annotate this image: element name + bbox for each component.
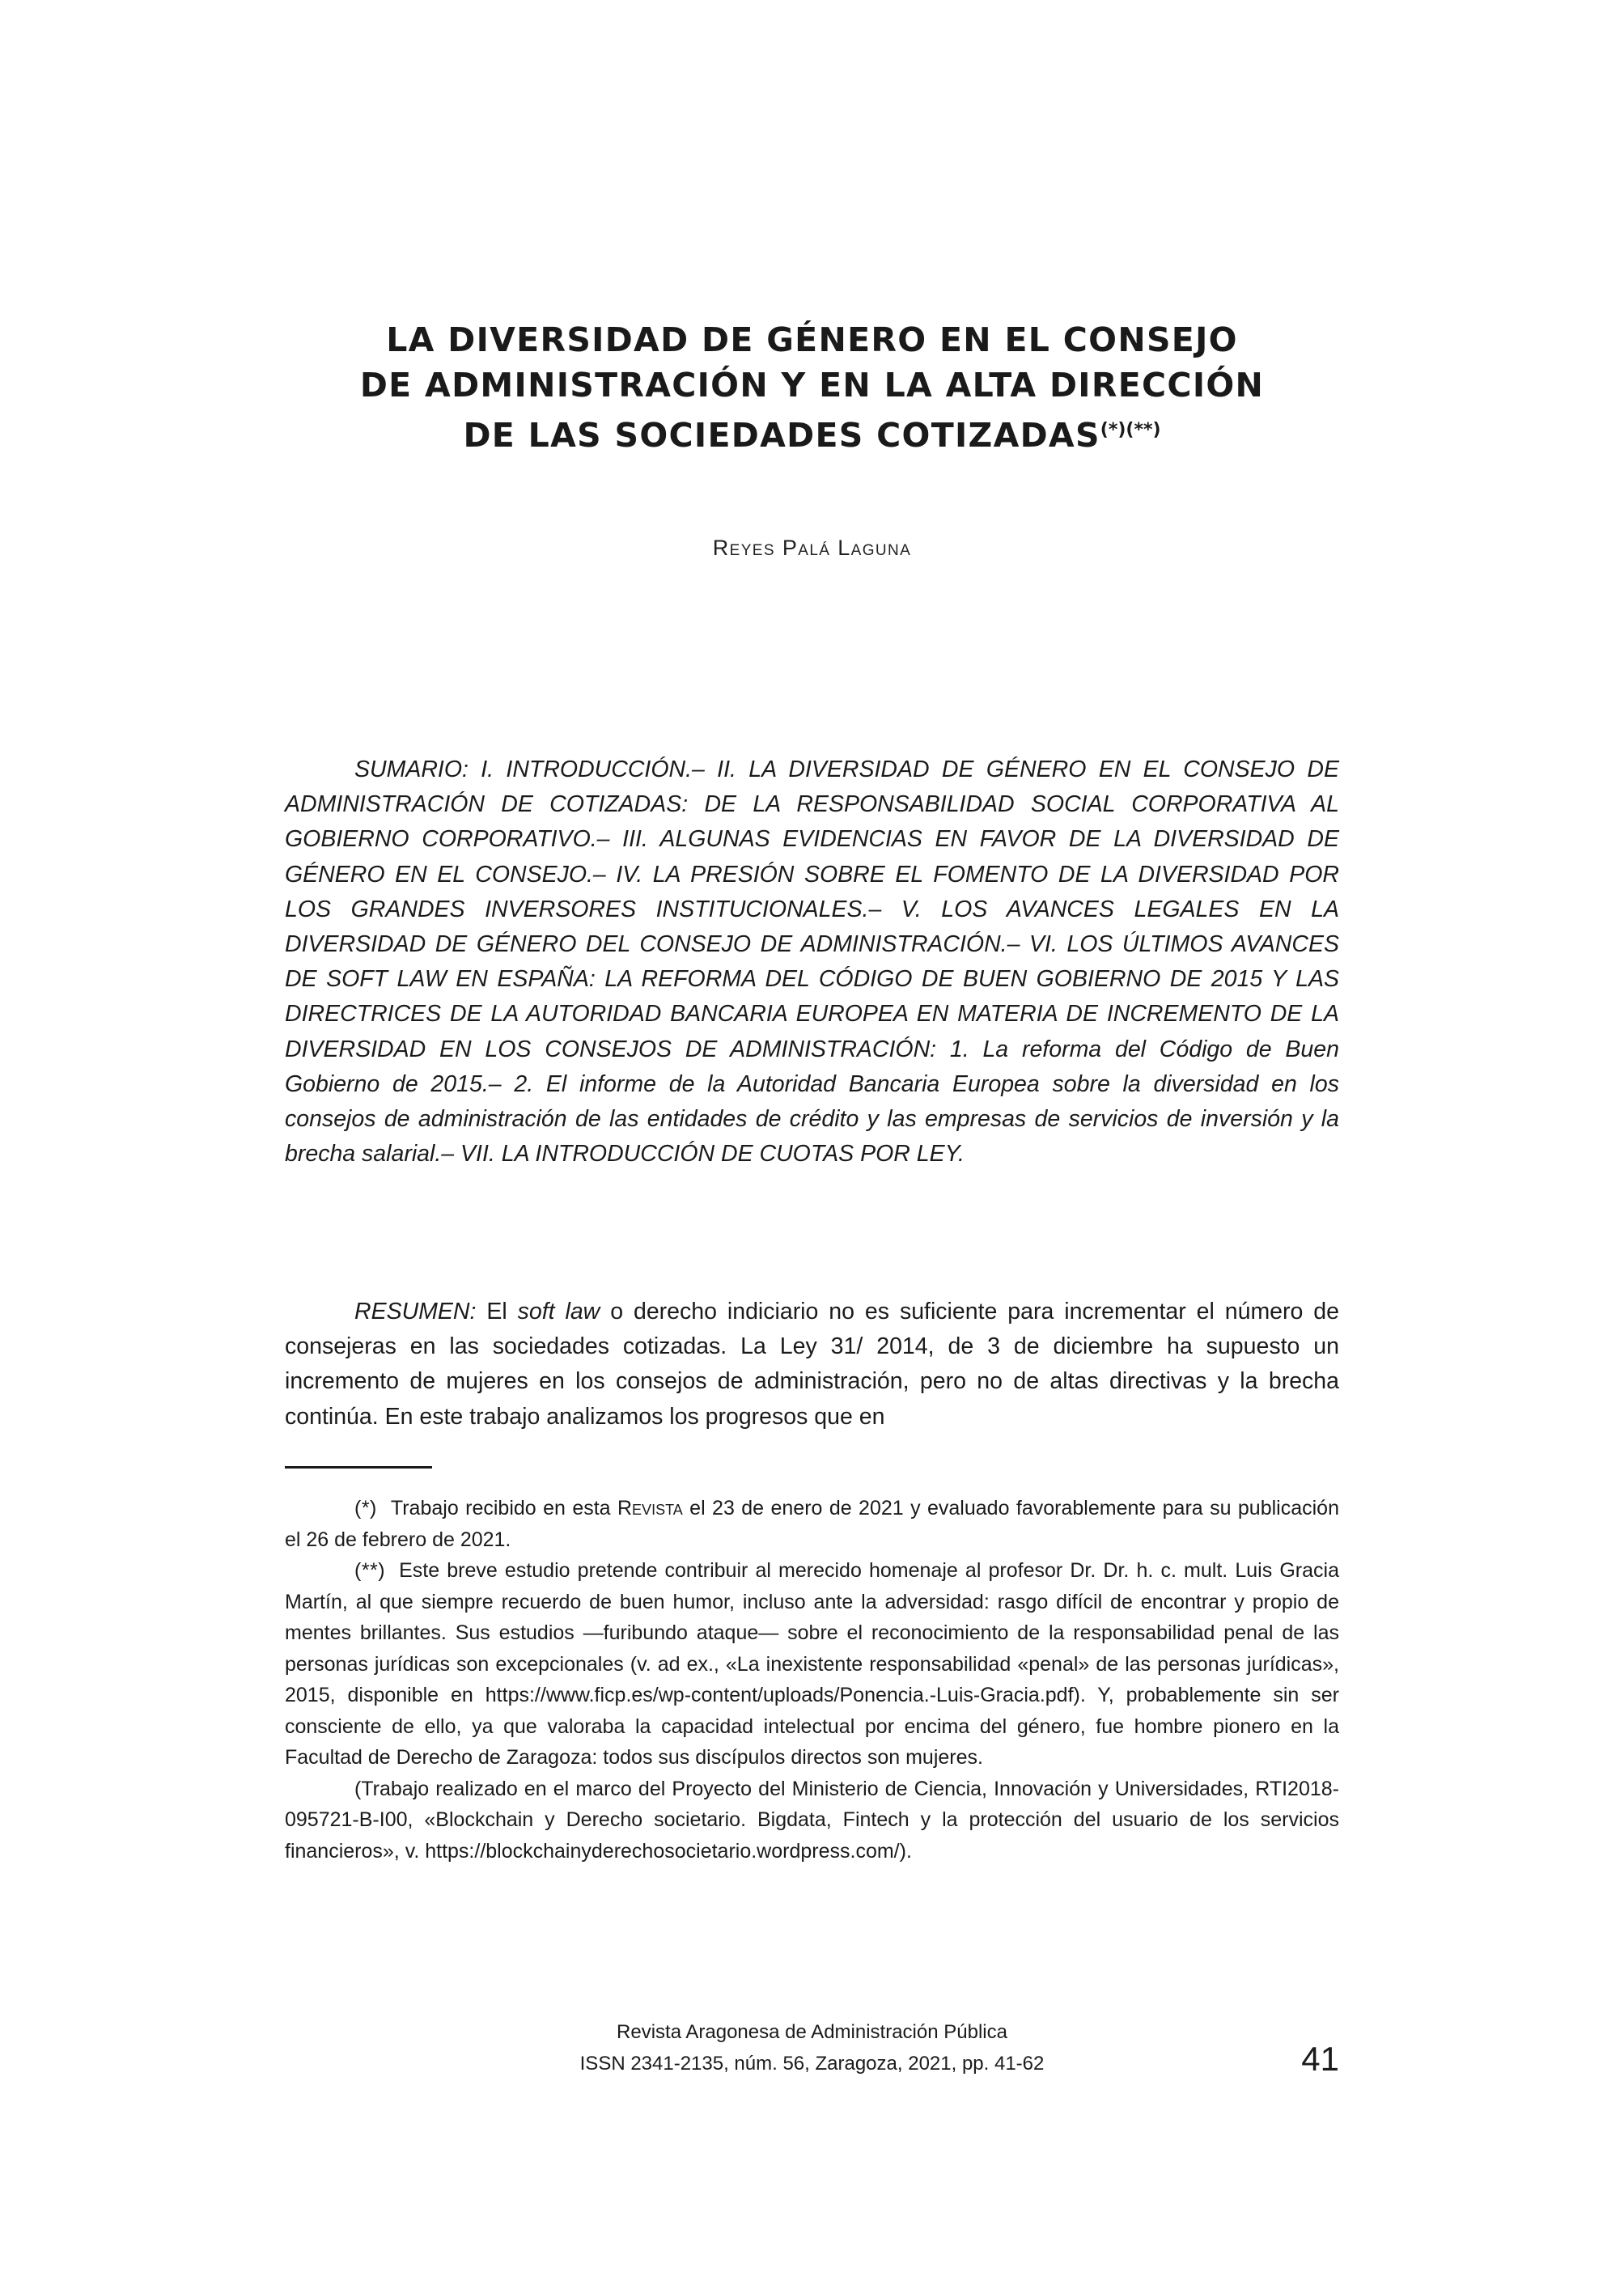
- resumen-italic-term: soft law: [517, 1299, 600, 1325]
- resumen-label: RESUMEN:: [354, 1299, 477, 1325]
- footnote-mark-2: (**): [354, 1559, 386, 1582]
- title-line-3-text: DE LAS SOCIEDADES COTIZADAS: [463, 416, 1100, 455]
- resumen-text-2: o derecho indiciario no es suficiente para incrementar el número de consejeras en las sociedades cotizadas. La Ley 31/ 2014, de 3 de diciembre ha supuesto un incremento de mujeres en los consejos de administración, pero no de altas directivas y la brecha continúa. En este trabajo analizamos los progresos que en: [285, 1299, 1340, 1430]
- page-footer: [285, 2016, 1339, 2105]
- title-footnote-marks: (*)(**): [1100, 420, 1161, 440]
- footnote-2-text: Este breve estudio pretende contribuir al merecido homenaje al profesor Dr. Dr. h. c. mult. Luis Gracia Martín, al que siempre recuerdo de buen humor, incluso ante la adversidad: rasgo difícil de encontrar y propio de mentes brillantes. Sus estudios —furibundo ataque— sobre el reconocimiento de la responsabilidad penal de las personas jurídicas son excepcionales (v. ad ex., «La inexistente responsabilidad «penal» de las personas jurídicas», 2015, disponible en https://www.ficp.es/wp-content/uploads/Ponencia.-Luis-Gracia.pdf). Y, probablemente sin ser consciente de ello, ya que valoraba la capacidad intelectual por encima del género, fue hombre pionero en la Facultad de Derecho de Zaragoza: todos sus discípulos directos son mujeres.: [285, 1559, 1339, 1769]
- page-number: 41: [1301, 2040, 1339, 2078]
- footnote-1-text-after: el 23 de enero de 2021 y evaluado favorablemente para su publicación el 26 de febrero de 2021.: [285, 1497, 1339, 1551]
- footnote-asterisk: [285, 1493, 1339, 1555]
- sumario-body: I. INTRODUCCIÓN.– II. LA DIVERSIDAD DE GÉNERO EN EL CONSEJO DE ADMINISTRACIÓN DE COTIZADAS: DE LA RESPONSABILIDAD SOCIAL CORPORATIVA AL GOBIERNO CORPORATIVO.– III. ALGUNAS EVIDENCIAS EN FAVOR DE LA DIVERSIDAD DE GÉNERO EN EL CONSEJO.– IV. LA PRESIÓN SOBRE EL FOMENTO DE LA DIVERSIDAD POR LOS GRANDES INVERSORES INSTITUCIONALES.– V. LOS AVANCES LEGALES EN LA DIVERSIDAD DE GÉNERO DEL CONSEJO DE ADMINISTRACIÓN.– VI. LOS ÚLTIMOS AVANCES DE SOFT LAW EN ESPAÑA: LA REFORMA DEL CÓDIGO DE BUEN GOBIERNO DE 2015 Y LAS DIRECTRICES DE LA AUTORIDAD BANCARIA EUROPEA EN MATERIA DE INCREMENTO DE LA DIVERSIDAD EN LOS CONSEJOS DE ADMINISTRACIÓN: 1. La reforma del Código de Buen Gobierno de 2015.– 2. El informe de la Autoridad Bancaria Europea sobre la diversidad en los consejos de administración de las entidades de crédito y las empresas de servicios de inversión y la brecha salarial.– VII. LA INTRODUCCIÓN DE CUOTAS POR LEY.: [285, 757, 1339, 1168]
- title-line-3: [285, 408, 1339, 458]
- footnote-1-text-before: Trabajo recibido en esta: [390, 1497, 617, 1519]
- footer-issn-line: ISSN 2341-2135, núm. 56, Zaragoza, 2021, pp. 41-62: [579, 2053, 1045, 2075]
- title-line-1: LA DIVERSIDAD DE GÉNERO EN EL CONSEJO: [386, 320, 1238, 359]
- sumario-block: [285, 752, 1339, 1172]
- resumen-text-1: El: [476, 1299, 518, 1325]
- footnote-double-asterisk: [285, 1555, 1339, 1774]
- footnote-separator-rule: [285, 1466, 432, 1469]
- title-line-2: DE ADMINISTRACIÓN Y EN LA ALTA DIRECCIÓN: [359, 366, 1265, 405]
- author-name: Reyes Palá Laguna: [712, 536, 912, 560]
- footnote-mark-1: (*): [354, 1497, 377, 1519]
- footnote-3-text: (Trabajo realizado en el marco del Proyecto del Ministerio de Ciencia, Innovación y Universidades, RTI2018-095721-B-I00, «Blockchain y Derecho societario. Bigdata, Fintech y la protección del usuario de los servicios financieros», v. https://blockchainyderechosocietario.wordpress.com/).: [285, 1777, 1339, 1863]
- footer-journal-info: [285, 2016, 1339, 2079]
- footer-journal-name: Revista Aragonesa de Administración Pública: [617, 2021, 1007, 2043]
- sumario-label: SUMARIO:: [354, 757, 469, 782]
- footnote-project-note: [285, 1774, 1339, 1867]
- page-title: [285, 317, 1339, 458]
- footnote-1-journal-name: Revista: [617, 1497, 683, 1519]
- resumen-block: [285, 1295, 1339, 1435]
- footnotes-block: [285, 1493, 1339, 1867]
